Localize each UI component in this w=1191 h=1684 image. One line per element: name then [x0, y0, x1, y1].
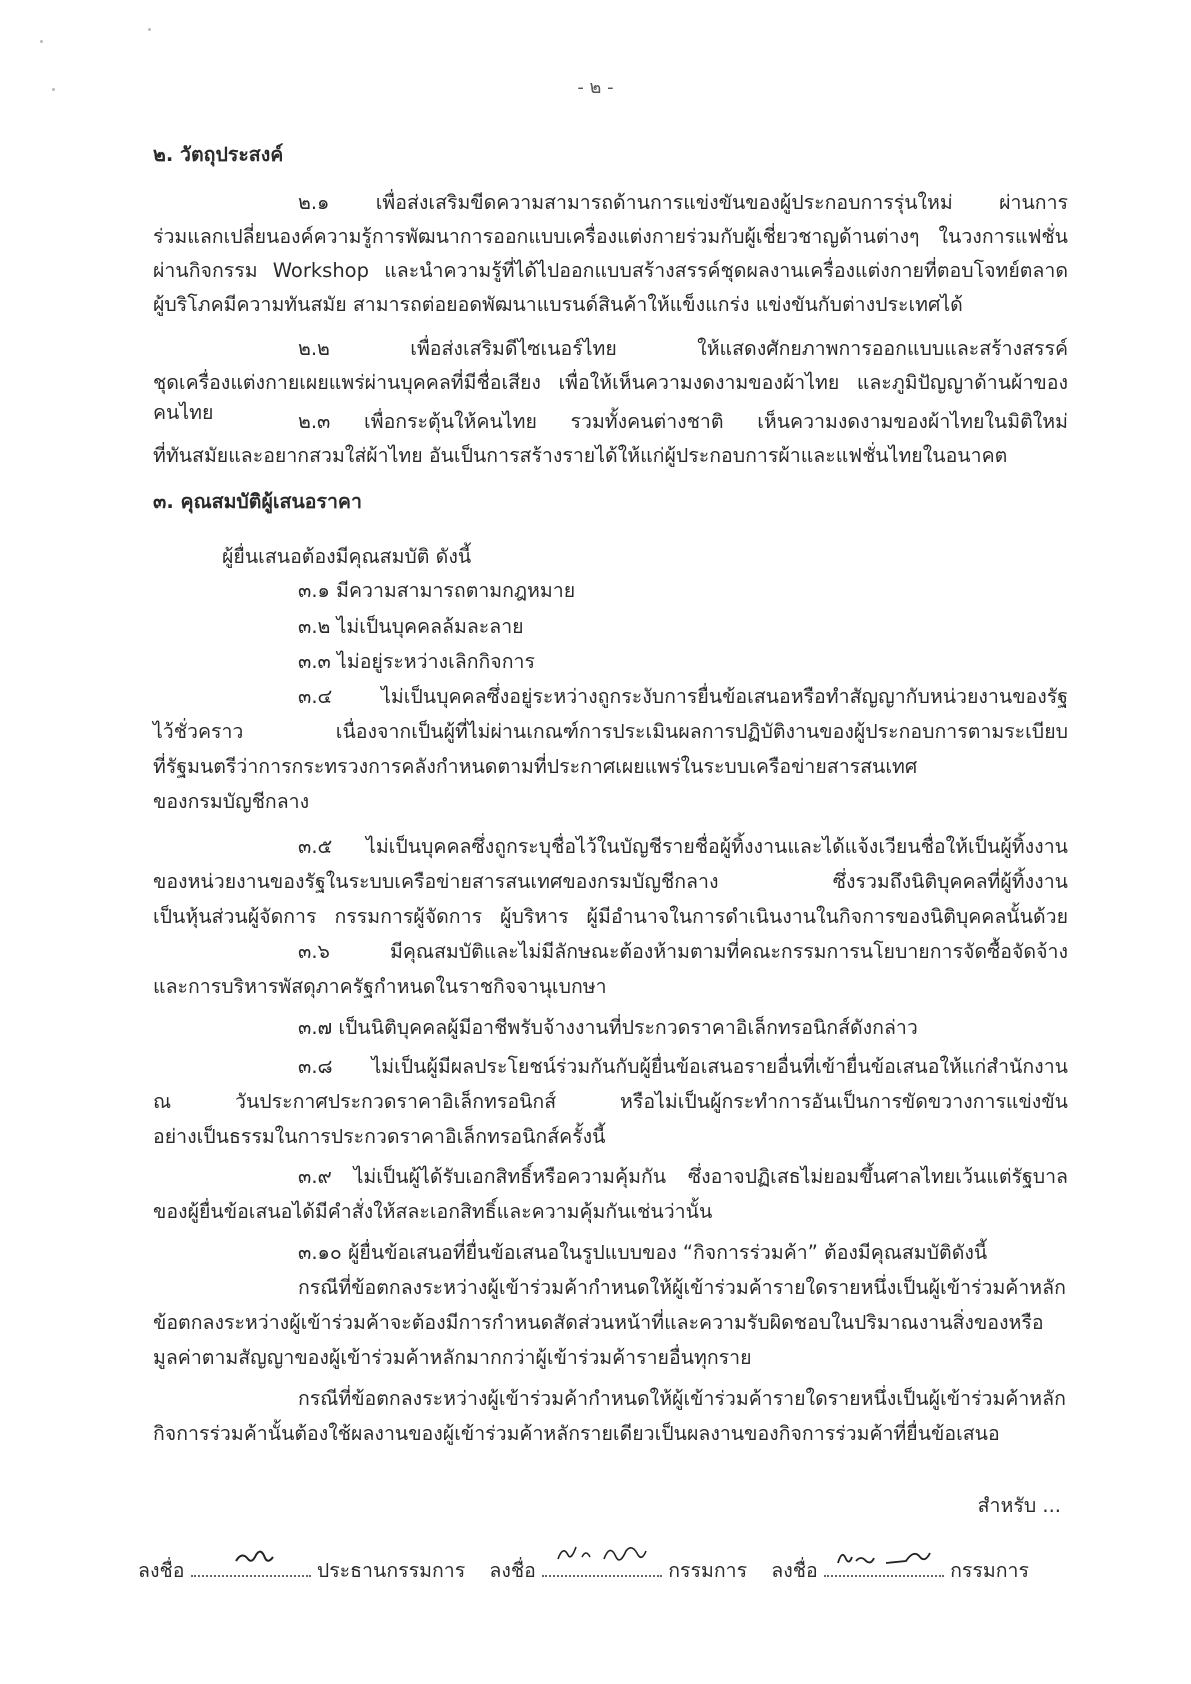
continuation-note: สำหรับ ...: [977, 1494, 1061, 1517]
list-item-continued: กิจการร่วมค้านั้นต้องใช้ผลงานของผู้เข้าร่วมค้าหลักรายเดียวเป็นผลงานของกิจการร่วมค้าที่ยื่นข้อเสนอ: [153, 1422, 1000, 1445]
list-item-continued: ของผู้ยื่นข้อเสนอได้มีคำสั่งให้สละเอกสิทธิ์และความคุ้มกันเช่นว่านั้น: [153, 1200, 713, 1223]
scan-speck: [148, 28, 151, 31]
list-item: ๓.๓ ไม่อยู่ระหว่างเลิกกิจการ: [298, 650, 535, 673]
section-heading: ๒. วัตถุประสงค์: [153, 143, 284, 166]
list-item-continued: มูลค่าตามสัญญาของผู้เข้าร่วมค้าหลักมากกว่าผู้เข้าร่วมค้ารายอื่นทุกราย: [153, 1346, 752, 1369]
paragraph-line: ผู้บริโภคมีความทันสมัย สามารถต่อยอดพัฒนาแบรนด์สินค้าให้แข็งแกร่ง แข่งขันกับต่างประเทศได้: [153, 293, 963, 316]
paragraph-line: ๒.๓ เพื่อกระตุ้นให้คนไทย รวมทั้งคนต่างชาติ เห็นความงดงามของผ้าไทยในมิติใหม่: [298, 410, 1068, 433]
paragraph-line: ๒.๑ เพื่อส่งเสริมขีดความสามารถด้านการแข่งขันของผู้ประกอบการรุ่นใหม่ ผ่านการ: [298, 191, 1068, 214]
list-item: ๓.๒ ไม่เป็นบุคคลล้มละลาย: [298, 615, 524, 638]
signature-line: [824, 1555, 944, 1577]
signature-line: [191, 1555, 311, 1577]
list-item: ๓.๘ ไม่เป็นผู้มีผลประโยชน์ร่วมกันกับผู้ยื่นข้อเสนอรายอื่นที่เข้ายื่นข้อเสนอให้แก่สำนักงาน: [298, 1055, 1068, 1078]
list-item: กรณีที่ข้อตกลงระหว่างผู้เข้าร่วมค้ากำหนดให้ผู้เข้าร่วมค้ารายใดรายหนึ่งเป็นผู้เข้าร่วมค้าหลัก: [298, 1276, 1066, 1299]
signature-member-1: ลงชื่อ กรรมการ: [489, 1555, 747, 1586]
list-item-continued: เป็นหุ้นส่วนผู้จัดการ กรรมการผู้จัดการ ผู้บริหาร ผู้มีอำนาจในการดำเนินงานในกิจการของนิติบุคคลนั้นด้วย: [153, 905, 1068, 928]
handwritten-signature: [834, 1539, 934, 1569]
list-item: ๓.๔ ไม่เป็นบุคคลซึ่งอยู่ระหว่างถูกระงับการยื่นข้อเสนอหรือทำสัญญากับหน่วยงานของรัฐ: [298, 685, 1068, 708]
list-item-continued: ของหน่วยงานของรัฐในระบบเครือข่ายสารสนเทศของกรมบัญชีกลาง ซึ่งรวมถึงนิติบุคคลที่ผู้ทิ้งงาน: [153, 870, 1068, 893]
list-item: ๓.๕ ไม่เป็นบุคคลซึ่งถูกระบุชื่อไว้ในบัญชีรายชื่อผู้ทิ้งงานและได้แจ้งเวียนชื่อให้เป็นผู้ทิ้งงาน: [298, 835, 1068, 858]
handwritten-signature: [552, 1539, 652, 1569]
paragraph-line: ๒.๒ เพื่อส่งเสริมดีไซเนอร์ไทย ให้แสดงศักยภาพการออกแบบและสร้างสรรค์: [298, 337, 1068, 360]
list-item: ๓.๑ มีความสามารถตามกฎหมาย: [298, 579, 576, 602]
signature-row: [138, 1555, 1068, 1586]
list-item-continued: และการบริหารพัสดุภาครัฐกำหนดในราชกิจจานุเบกษา: [153, 975, 607, 998]
list-item-continued: ณ วันประกาศประกวดราคาอิเล็กทรอนิกส์ หรือไม่เป็นผู้กระทำการอันเป็นการขัดขวางการแข่งขัน: [153, 1090, 1068, 1113]
list-item-continued: อย่างเป็นธรรมในการประกวดราคาอิเล็กทรอนิกส์ครั้งนี้: [153, 1125, 606, 1148]
signature-line: [542, 1555, 662, 1577]
list-item-continued: ไว้ชั่วคราว เนื่องจากเป็นผู้ที่ไม่ผ่านเกณฑ์การประเมินผลการปฏิบัติงานของผู้ประกอบการตามระเบียบ: [153, 720, 1068, 743]
list-item-continued: ข้อตกลงระหว่างผู้เข้าร่วมค้าจะต้องมีการกำหนดสัดส่วนหน้าที่และความรับผิดชอบในปริมาณงานสิ่งของหรือ: [153, 1311, 1044, 1334]
paragraph-line: ร่วมแลกเปลี่ยนองค์ความรู้การพัฒนาการออกแบบเครื่องแต่งกายร่วมกับผู้เชี่ยวชาญด้านต่างๆ ในวงการแฟชั่น: [153, 225, 1068, 248]
paragraph-line: ชุดเครื่องแต่งกายเผยแพร่ผ่านบุคคลที่มีชื่อเสียง เพื่อให้เห็นความงดงามของผ้าไทย และภูมิปัญญาด้านผ้าของคนไทย: [153, 371, 1068, 424]
page-number: - ๒ -: [577, 77, 614, 98]
list-item: ๓.๙ ไม่เป็นผู้ได้รับเอกสิทธิ์หรือความคุ้มกัน ซึ่งอาจปฏิเสธไม่ยอมขึ้นศาลไทยเว้นแต่รัฐบาล: [298, 1165, 1068, 1188]
list-item: ๓.๖ มีคุณสมบัติและไม่มีลักษณะต้องห้ามตามที่คณะกรรมการนโยบายการจัดซื้อจัดจ้าง: [298, 940, 1068, 963]
handwritten-signature: [201, 1539, 301, 1569]
intro-line: ผู้ยื่นเสนอต้องมีคุณสมบัติ ดังนี้: [222, 545, 472, 568]
paragraph-line: ที่ทันสมัยและอยากสวมใส่ผ้าไทย อันเป็นการสร้างรายได้ให้แก่ผู้ประกอบการผ้าและแฟชั่นไทยในอนาคต: [153, 444, 1008, 467]
list-item-continued: ของกรมบัญชีกลาง: [153, 790, 310, 813]
paragraph-line: ผ่านกิจกรรม Workshop และนำความรู้ที่ได้ไปออกแบบสร้างสรรค์ชุดผลงานเครื่องแต่งกายที่ตอบโจทย์ตลาด: [153, 259, 1068, 282]
scan-speck: [40, 40, 43, 43]
section-heading: ๓. คุณสมบัติผู้เสนอราคา: [153, 490, 362, 513]
list-item: กรณีที่ข้อตกลงระหว่างผู้เข้าร่วมค้ากำหนดให้ผู้เข้าร่วมค้ารายใดรายหนึ่งเป็นผู้เข้าร่วมค้าหลัก: [298, 1387, 1066, 1410]
list-item-continued: ที่รัฐมนตรีว่าการกระทรวงการคลังกำหนดตามที่ประกาศเผยแพร่ในระบบเครือข่ายสารสนเทศ: [153, 755, 918, 778]
signature-member-2: ลงชื่อ กรรมการ: [771, 1555, 1029, 1586]
list-item: ๓.๑๐ ผู้ยื่นข้อเสนอที่ยื่นข้อเสนอในรูปแบบของ “กิจการร่วมค้า” ต้องมีคุณสมบัติดังนี้: [298, 1241, 988, 1264]
list-item: ๓.๗ เป็นนิติบุคคลผู้มีอาชีพรับจ้างงานที่ประกวดราคาอิเล็กทรอนิกส์ดังกล่าว: [298, 1016, 918, 1039]
signature-chairman: ลงชื่อ ประธานกรรมการ: [138, 1555, 465, 1586]
